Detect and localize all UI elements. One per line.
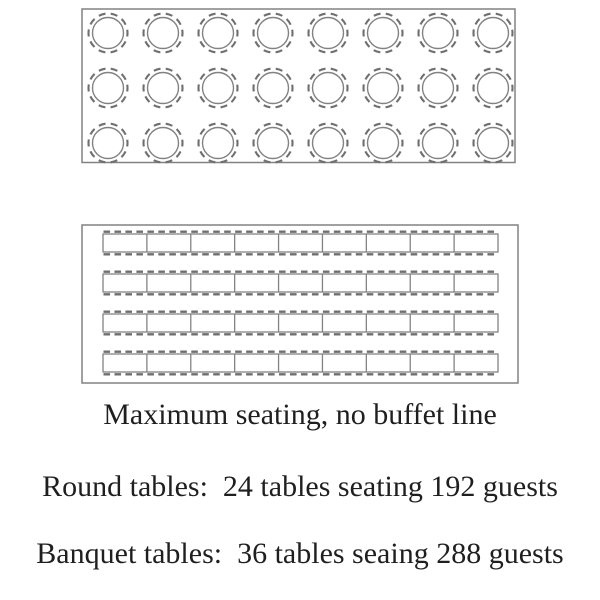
- chair-ring: [419, 124, 458, 163]
- round-tables-stats: Round tables: 24 tables seating 192 guests: [42, 470, 558, 503]
- chair-ring: [144, 124, 183, 163]
- chair-ring: [89, 14, 128, 53]
- chair-ring: [419, 14, 458, 53]
- chair-ring: [89, 124, 128, 163]
- round-table: [258, 18, 289, 49]
- banquet-table-row: [103, 314, 498, 332]
- chair-ring: [254, 14, 293, 53]
- round-table: [423, 128, 454, 159]
- round-table: [478, 18, 509, 49]
- round-table: [93, 18, 124, 49]
- banquet-tables-stats: Banquet tables: 36 tables seaing 288 guests: [36, 537, 564, 570]
- chair-ring: [364, 14, 403, 53]
- round-table: [313, 18, 344, 49]
- round-table: [423, 73, 454, 104]
- chair-ring: [254, 69, 293, 108]
- chair-ring: [144, 69, 183, 108]
- round-table: [203, 18, 234, 49]
- round-table: [313, 128, 344, 159]
- round-table: [148, 73, 179, 104]
- round-table: [478, 128, 509, 159]
- round-table: [203, 128, 234, 159]
- round-table: [368, 128, 399, 159]
- round-table: [93, 73, 124, 104]
- caption-maximum-seating: Maximum seating, no buffet line: [103, 398, 497, 431]
- chair-ring: [144, 14, 183, 53]
- round-table: [368, 18, 399, 49]
- chair-ring: [309, 69, 348, 108]
- chair-ring: [364, 69, 403, 108]
- chair-ring: [199, 124, 238, 163]
- round-table: [148, 18, 179, 49]
- round-table: [478, 73, 509, 104]
- chair-ring: [199, 69, 238, 108]
- chair-ring: [419, 69, 458, 108]
- chair-ring: [199, 14, 238, 53]
- chair-ring: [474, 69, 513, 108]
- round-table: [423, 18, 454, 49]
- chair-ring: [309, 124, 348, 163]
- round-table: [258, 128, 289, 159]
- chair-ring: [89, 69, 128, 108]
- chair-ring: [309, 14, 348, 53]
- banquet-tables-floor-plan: [81, 224, 519, 384]
- round-table: [93, 128, 124, 159]
- chair-ring: [474, 14, 513, 53]
- chair-ring: [474, 124, 513, 163]
- banquet-table-row: [103, 274, 498, 292]
- round-table: [313, 73, 344, 104]
- chair-ring: [364, 124, 403, 163]
- round-table: [148, 128, 179, 159]
- chair-ring: [254, 124, 293, 163]
- round-table: [368, 73, 399, 104]
- banquet-table-row: [103, 354, 498, 372]
- round-tables-floor-plan: [81, 8, 516, 165]
- round-table: [203, 73, 234, 104]
- round-table: [258, 73, 289, 104]
- banquet-table-row: [103, 234, 498, 252]
